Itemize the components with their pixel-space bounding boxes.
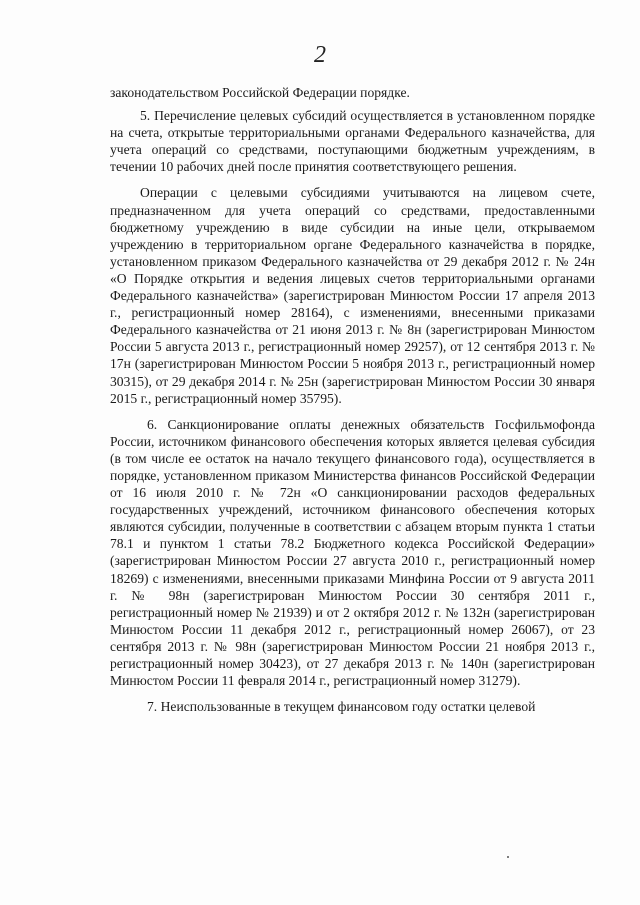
scan-speck: [507, 856, 509, 858]
paragraph-clause-7: 7. Неиспользованные в текущем финансовом году остатки целевой: [147, 699, 536, 715]
paragraph-continuation: законодательством Российской Федерации порядке.: [110, 85, 410, 100]
paragraph-clause-5: 5. Перечисление целевых субсидий осуществляется в установленном порядке на счета, открытые территориальными органами Федерального казначейства, для учета операций со средствами, поступающими бюджетным учреждениям, в течении 10 рабочих дней после принятия соответствующего решения.: [110, 108, 595, 175]
page-number: 2: [314, 42, 326, 68]
document-body: [110, 84, 595, 715]
paragraph-clause-6: 6. Санкционирование оплаты денежных обязательств Госфильмофонда России, источником финансового обеспечения которых является целевая субсидия (в том числе ее остаток на начало текущего финансового года), осуществляется в порядке, установленном приказом Министерства финансов Российской Федерации от 16 июля 2010 г. № 72н «О санкционировании расходов федеральных государственных учреждений, источником финансового обеспечения которых являются субсидии, полученные в соответствии с абзацем вторым пункта 1 статьи 78.1 и пунктом 1 статьи 78.2 Бюджетного кодекса Российской Федерации» (зарегистрирован Минюстом России 27 августа 2010 г., регистрационный номер 18269) с изменениями, внесенными приказами Минфина России от 9 августа 2011 г. № 98н (зарегистрирован Минюстом России 30 сентября 2011 г., регистрационный номер № 21939) и от 2 октября 2012 г. № 132н (зарегистрирован Минюстом России 11 декабря 2012 г., регистрационный номер 26067), от 23 сентября 2013 г. № 98н (зарегистрирован Минюстом России 21 ноября 2013 г., регистрационный номер 30423), от 27 декабря 2013 г. № 140н (зарегистрирован Минюстом России 11 февраля 2014 г., регистрационный номер 31279).: [110, 416, 595, 689]
paragraph-operations: Операции с целевыми субсидиями учитываются на лицевом счете, предназначенном для учета операций со средствами, предоставленными бюджетному учреждению в виде субсидии на иные цели, открываемом учреждению в территориальном органе Федерального казначейства в порядке, установленном приказом Федерального казначейства от 29 декабря 2012 г. № 24н «О Порядке открытия и ведения лицевых счетов территориальными органами Федерального казначейства» (зарегистрирован Минюстом России 17 апреля 2013 г., регистрационный номер 28164), с изменениями, внесенными приказами Федерального казначейства от 21 июня 2013 г. № 8н (зарегистрирован Минюстом России 5 августа 2013 г., регистрационный номер 29257), от 12 сентября 2013 г. № 17н (зарегистрирован Минюстом России 5 ноября 2013 г., регистрационный номер 30315), от 29 декабря 2014 г. № 25н (зарегистрирован Минюстом России 30 января 2015 г., регистрационный номер 35795).: [110, 185, 595, 406]
